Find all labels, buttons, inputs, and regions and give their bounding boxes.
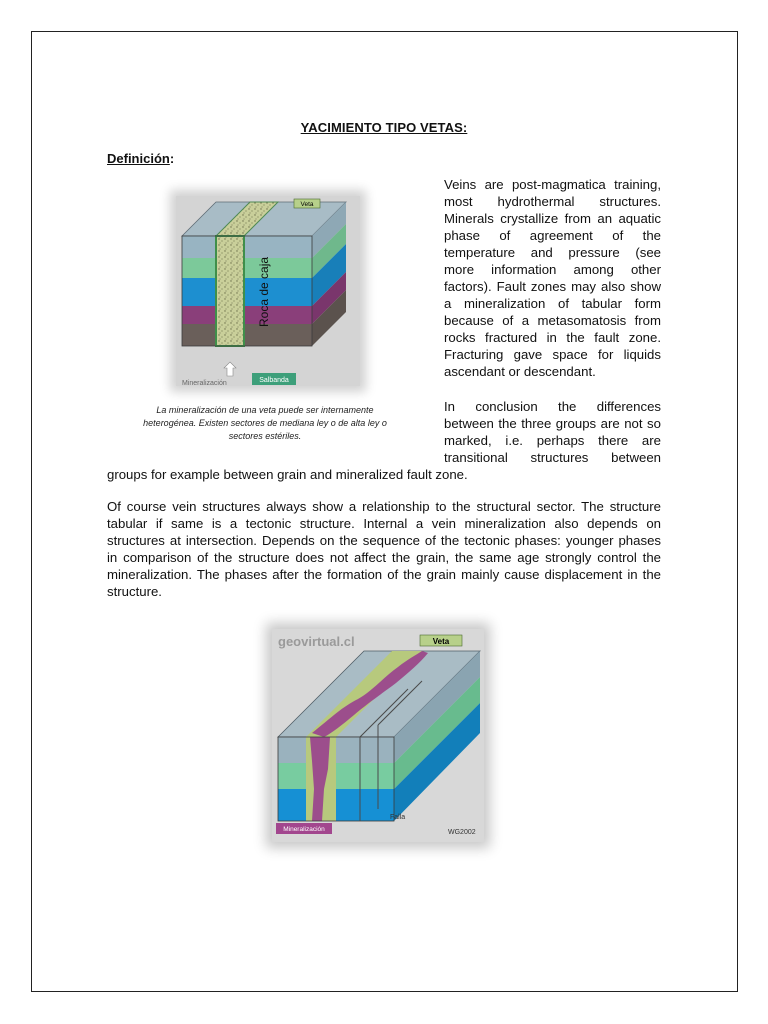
mineralizacion-label: Mineralización [283,826,325,833]
vein-diagram-figure [176,196,360,386]
watermark-text: geovirtual.cl [278,634,355,649]
veta-label: Veta [300,201,314,208]
figure-code-label: WG2002 [448,829,476,836]
text-line: mineralization. The phases after the formation of the grain mainly cause displacement in the [107,567,661,582]
vein-diagram [176,196,360,386]
text-line: more information among other [444,262,661,277]
paragraph-conclusion [444,398,661,466]
text-line: most hydrothermal structures. [444,194,661,209]
text-line: In conclusion the differences [444,399,661,414]
heading-text: Definición [107,151,170,166]
text-line: a mineralization of tabular form [444,296,661,311]
text-line: transitional structures between [444,450,661,465]
text-line: Fracturing gave space for liquids [444,347,661,362]
paragraph-structures [107,498,661,600]
text-line: Minerals crystallize from an aquatic [444,211,661,226]
text-line: between the three groups are not so [444,416,661,431]
caption-line: heterogénea. Existen sectores de mediana ley o de alta ley o [143,418,387,428]
faulted-vein-diagram [272,629,484,842]
text-line: ascendant or descendant. [444,364,596,379]
mineralizacion-label: Mineralización [182,380,227,386]
faulted-vein-figure [272,629,484,842]
text-line: marked, i.e. perhaps there are [444,433,661,448]
paragraph-conclusion-tail: groups for example between grain and mineralized fault zone. [107,467,468,482]
figure-caption [130,404,400,443]
document-title: YACIMIENTO TIPO VETAS: [300,120,468,135]
text-line: Of course vein structures always show a relationship to the structural sector. The structure [107,499,661,514]
caption-line: sectores estériles. [228,431,302,441]
paragraph-veins [444,176,661,380]
text-line: factors). Fault zones may also show [444,279,661,294]
text-line: in comparison of the structure does not affect the grain, the same age strongly control the [107,550,661,565]
text-line: temperature and pressure (see [444,245,661,260]
text-line: Veins are post-magmatica training, [444,177,661,192]
text-line: because of a metasomatosis from [444,313,661,328]
salbanda-label: Salbanda [259,377,289,384]
text-line: structure. [107,584,162,599]
text-line: phase of agreement of the [444,228,661,243]
veta-label: Veta [432,637,450,646]
text-line: tabular if same is a tectonic structure. Internal a vein mineralization also depends on [107,516,661,531]
section-heading [107,151,174,166]
roca-de-caja-label: Roca de caja [257,256,271,327]
text-line: rocks fractured in the fault zone. [444,330,661,345]
text-line: structures at intersection. Depends on the sequence of the tectonic phases: younger phases [107,533,661,548]
heading-colon: : [169,151,175,166]
caption-line: La mineralización de una veta puede ser internamente [156,405,374,415]
falla-label: Falla [390,814,406,821]
